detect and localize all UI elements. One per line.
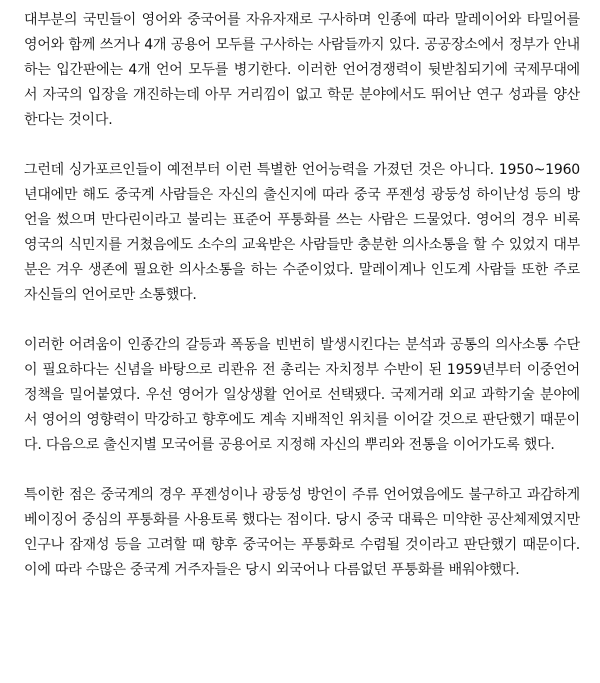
paragraph-3: 이러한 어려움이 인종간의 갈등과 폭동을 빈번히 발생시킨다는 분석과 공통의 의사소통 수단이 필요하다는 신념을 바탕으로 리콴유 전 총리는 자치정부 수반이 된 1959년부터 이중언어정책을 밀어붙였다. 우선 영어가 일상생활 언어로 선택됐다. 국제거래 외교 과학기술 분야에서 영어의 영향력이 막강하고 향후에도 계속 지배적인 위치를 이어갈 것으로 판단했기 때문이다. 다음으로 출신지별 모국어를 공용어로 지정해 자신의 뿌리와 전통을 이어가도록 했다. bbox=[24, 337, 580, 453]
paragraph-4: 특이한 점은 중국계의 경우 푸젠성이나 광둥성 방언이 주류 언어였음에도 불구하고 과감하게 베이징어 중심의 푸퉁화를 사용토록 했다는 점이다. 당시 중국 대륙은 미약한 공산체제였지만 인구나 잠재성 등을 고려할 때 향후 중국어는 푸퉁화로 수렴될 것이라고 판단했기 때문이다. 이에 따라 수많은 중국계 거주자들은 당시 외국어나 다름없던 푸퉁화를 배워야했다. bbox=[24, 487, 580, 578]
paragraph-2: 그런데 싱가포르인들이 예전부터 이런 특별한 언어능력을 가졌던 것은 아니다. 1950~1960년대에만 해도 중국계 사람들은 자신의 출신지에 따라 중국 푸젠성 광둥성 하이난성 등의 방언을 썼으며 만다린이라고 불리는 표준어 푸퉁화를 쓰는 사람은 드물었다. 영어의 경우 비록 영국의 식민지를 거쳤음에도 소수의 교육받은 사람들만 충분한 의사소통을 할 수 있었지 대부분은 겨우 생존에 필요한 의사소통을 하는 수준이었다. 말레이계나 인도계 사람들 또한 주로 자신들의 언어로만 소통했다. bbox=[24, 162, 580, 303]
document-body bbox=[24, 8, 580, 583]
paragraph-1: 대부분의 국민들이 영어와 중국어를 자유자재로 구사하며 인종에 따라 말레이어와 타밀어를 영어와 함께 쓰거나 4개 공용어 모두를 구사하는 사람들까지 있다. 공공장소에서 정부가 안내하는 입간판에는 4개 언어 모두를 병기한다. 이러한 언어경쟁력이 뒷받침되기에 국제무대에서 자국의 입장을 개진하는데 아무 거리낌이 없고 학문 분야에서도 뛰어난 연구 성과를 양산한다는 것이다. bbox=[24, 12, 580, 128]
